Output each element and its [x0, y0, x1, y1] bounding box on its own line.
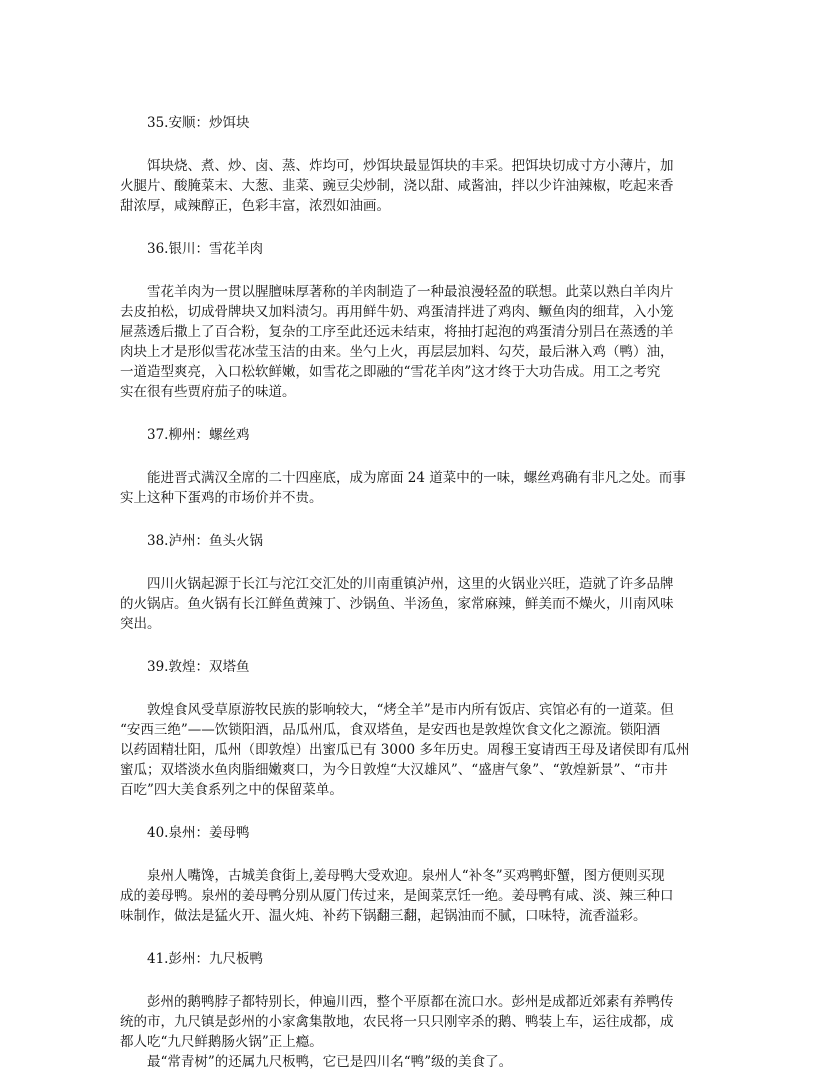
- paragraph-line: 四川火锅起源于长江与沱江交汇处的川南重镇泸州，这里的火锅业兴旺，造就了许多品牌: [147, 576, 674, 592]
- section-heading: 37.柳州：螺丝鸡: [147, 427, 250, 443]
- section-paragraph: [120, 156, 698, 216]
- section-heading: 38.泸州：鱼头火锅: [147, 533, 263, 549]
- paragraph-line: 肉块上才是形似雪花冰莹玉洁的由来。坐勺上火，再层层加料、勾芡，最后淋入鸡（鸭）油，: [120, 344, 674, 360]
- paragraph-line: 突出。: [120, 616, 161, 632]
- paragraph-line: 百吃”四大美食系列之中的保留菜单。: [120, 782, 343, 798]
- section-paragraph: [120, 992, 698, 1072]
- paragraph-line: 雪花羊肉为一贯以腥膻味厚著称的羊肉制造了一种最浪漫轻盈的联想。此菜以熟白羊肉片: [147, 284, 674, 300]
- paragraph-line: 蜜瓜；双塔淡水鱼肉脂细嫩爽口，为今日敦煌“大汉雄风”、“盛唐气象”、“敦煌新景”、“市井: [120, 762, 668, 778]
- section-heading: 41.彭州：九尺板鸭: [147, 951, 263, 967]
- section-paragraph: [120, 468, 698, 508]
- paragraph-line: 火腿片、酸腌菜末、大葱、韭菜、豌豆尖炒制，浇以甜、咸酱油，拌以少许油辣椒，吃起来香: [120, 178, 674, 194]
- paragraph-line: 最“常青树”的还属九尺板鸭，它已是四川名“鸭”级的美食了。: [147, 1054, 513, 1070]
- paragraph-line: 泉州人嘴馋，古城美食街上,姜母鸭大受欢迎。泉州人“补冬”买鸡鸭虾蟹，图方便则买现: [147, 868, 665, 884]
- paragraph-line: 实上这种下蛋鸡的市场价并不贵。: [120, 490, 323, 506]
- section-heading: 40.泉州：姜母鸭: [147, 825, 250, 841]
- paragraph-line: 能进晋式满汉全席的二十四座底，成为席面 24 道菜中的一味，螺丝鸡确有非凡之处。而事: [147, 470, 686, 486]
- paragraph-line: 饵块烧、煮、炒、卤、蒸、炸均可，炒饵块最显饵块的丰采。把饵块切成寸方小薄片，加: [147, 158, 674, 174]
- section-heading: 35.安顺：炒饵块: [147, 115, 250, 131]
- paragraph-line: 的火锅店。鱼火锅有长江鲜鱼黄辣丁、沙锅鱼、半汤鱼，家常麻辣，鲜美而不燥火，川南风味: [120, 596, 674, 612]
- paragraph-line: 以药固精壮阳，瓜州（即敦煌）出蜜瓜已有 3000 多年历史。周穆王宴请西王母及诸侯即有瓜州: [120, 742, 690, 758]
- paragraph-line: 都人吃“九尺鲜鹅肠火锅”正上瘾。: [120, 1034, 323, 1050]
- section-heading: 36.银川：雪花羊肉: [147, 241, 263, 257]
- paragraph-line: 成的姜母鸭。泉州的姜母鸭分别从厦门传过来，是闽菜烹饪一绝。姜母鸭有咸、淡、辣三种口: [120, 888, 674, 904]
- paragraph-line: “安西三绝”——饮锁阳酒，品瓜州瓜，食双塔鱼，是安西也是敦煌饮食文化之源流。锁阳酒: [120, 722, 661, 738]
- paragraph-line: 实在很有些贾府茄子的味道。: [120, 384, 296, 400]
- paragraph-line: 统的市，九尺镇是彭州的小家禽集散地，农民将一只只刚宰杀的鹅、鸭装上车，运往成都，成: [120, 1014, 674, 1030]
- section-heading: 39.敦煌：双塔鱼: [147, 659, 250, 675]
- section-paragraph: [120, 866, 698, 926]
- section-paragraph: [120, 282, 698, 402]
- paragraph-line: 味制作，做法是猛火开、温火炖、补药下锅翻三翻，起锅油而不腻，口味特，流香溢彩。: [120, 908, 647, 924]
- document-body: [120, 113, 698, 1072]
- paragraph-line: 敦煌食风受草原游牧民族的影响较大，“烤全羊”是市内所有饭店、宾馆必有的一道菜。但: [147, 702, 674, 718]
- paragraph-line: 彭州的鹅鸭脖子都特别长，伸遍川西，整个平原都在流口水。彭州是成都近郊素有养鸭传: [147, 994, 674, 1010]
- paragraph-line: 屉蒸透后撒上了百合粉，复杂的工序至此还远未结束，将抽打起泡的鸡蛋清分别吕在蒸透的羊: [120, 324, 674, 340]
- section-paragraph: [120, 574, 698, 634]
- section-paragraph: [120, 700, 698, 800]
- paragraph-line: 一道造型爽亮，入口松软鲜嫩，如雪花之即融的“雪花羊肉”这才终于大功告成。用工之考究: [120, 364, 661, 380]
- paragraph-line: 甜浓厚，咸辣醇正，色彩丰富，浓烈如油画。: [120, 198, 390, 214]
- paragraph-line: 去皮拍松，切成骨牌块又加料渍匀。再用鲜牛奶、鸡蛋清拌进了鸡肉、鳜鱼肉的细茸，入小笼: [120, 304, 674, 320]
